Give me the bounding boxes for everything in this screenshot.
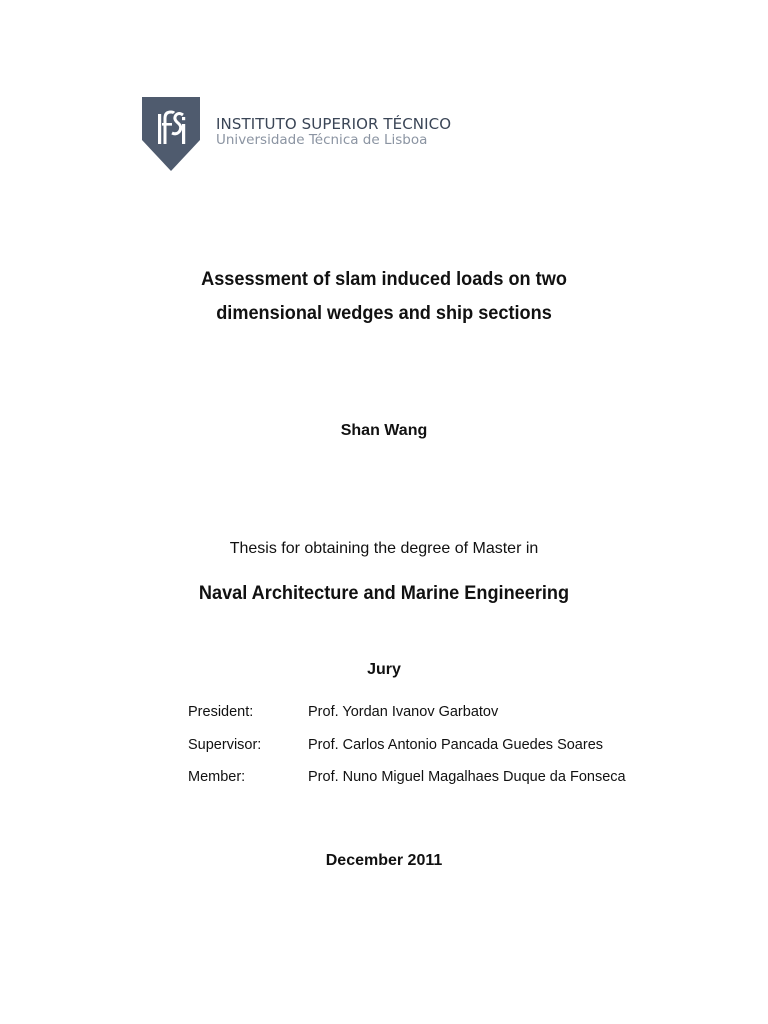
jury-heading: Jury [367, 661, 401, 678]
ist-shield-logo-icon [141, 96, 201, 172]
degree-intro: Thesis for obtaining the degree of Master in [229, 540, 539, 557]
thesis-author: Shan Wang [340, 422, 428, 439]
jury-member-name: Prof. Nuno Miguel Magalhaes Duque da Fonseca [308, 769, 626, 785]
institution-subtitle: Universidade Técnica de Lisboa [216, 132, 428, 148]
jury-row-president [188, 703, 648, 736]
thesis-title-line-2: dimensional wedges and ship sections [216, 302, 552, 324]
thesis-title-line-1: Assessment of slam induced loads on two [201, 268, 567, 290]
thesis-title [27, 262, 741, 330]
jury-member-name: Prof. Carlos Antonio Pancada Guedes Soares [308, 736, 604, 753]
jury-role: Supervisor: [188, 736, 262, 753]
jury-role: Member: [188, 769, 246, 785]
jury-list [188, 703, 648, 801]
jury-row-supervisor [188, 736, 648, 769]
institution-text [216, 116, 451, 148]
jury-member-name: Prof. Yordan Ivanov Garbatov [308, 704, 499, 720]
institution-logo [141, 96, 451, 172]
jury-role: President: [188, 704, 254, 720]
institution-name: INSTITUTO SUPERIOR TÉCNICO [216, 115, 452, 133]
degree-name: Naval Architecture and Marine Engineering [198, 582, 570, 604]
jury-row-member [188, 768, 648, 801]
thesis-date: December 2011 [325, 852, 443, 869]
